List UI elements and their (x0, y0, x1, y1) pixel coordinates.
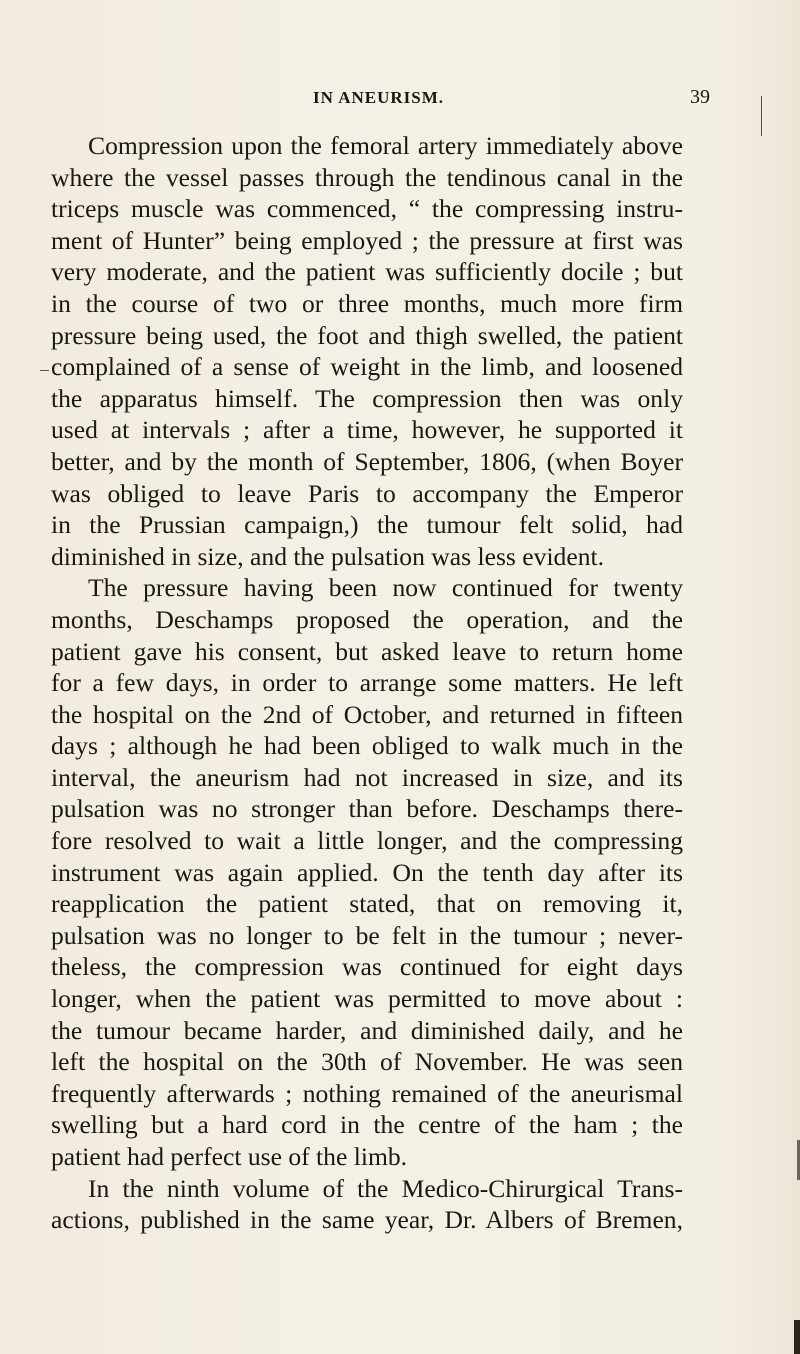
text-line: theless, the compression was continued for eight days (51, 952, 683, 982)
text-line: pressure being used, the foot and thigh swelled, the patient (51, 320, 683, 350)
text-line: Compression upon the femoral artery immediately above (88, 131, 683, 160)
text-line: in the course of two or three months, much more firm (51, 288, 683, 318)
text-line: swelling but a hard cord in the centre of the ham ; the (51, 1110, 683, 1140)
margin-mark (761, 96, 762, 136)
text-line: actions, published in the same year, Dr. Albers of Bremen, (51, 1205, 683, 1235)
text-line: for a few days, in order to arrange some matters. He left (51, 668, 683, 698)
text-line: In the ninth volume of the Medico-Chirurgical Trans- (88, 1173, 683, 1203)
text-line: the tumour became harder, and diminished daily, and he (51, 1015, 683, 1045)
running-head-title: IN ANEURISM. (313, 88, 445, 107)
text-line: The pressure having been now continued for twenty (88, 573, 683, 603)
page-edge-shadow (794, 1320, 800, 1354)
text-line: where the vessel passes through the tendinous canal in the (51, 162, 683, 192)
page-number: 39 (690, 86, 710, 108)
text-line: fore resolved to wait a little longer, and the compressing (51, 826, 683, 856)
text-line: very moderate, and the patient was sufficiently docile ; but (51, 257, 683, 287)
text-line: days ; although he had been obliged to walk much in the (51, 731, 683, 761)
text-line: pulsation was no stronger than before. Deschamps there- (51, 794, 683, 824)
text-line: left the hospital on the 30th of November. He was seen (51, 1047, 683, 1077)
text-line: complained of a sense of weight in the limb, and loosened (51, 352, 683, 382)
text-line: the hospital on the 2nd of October, and returned in fifteen (51, 699, 683, 729)
text-line: in the Prussian campaign,) the tumour felt solid, had (51, 510, 683, 540)
text-line: the apparatus himself. The compression then was only (51, 383, 683, 413)
text-line: patient gave his consent, but asked leave to return home (51, 636, 683, 666)
text-line: reapplication the patient stated, that on removing it, (51, 889, 683, 919)
text-line: better, and by the month of September, 1806, (when Boyer (51, 446, 683, 476)
text-line: interval, the aneurism had not increased in size, and its (51, 762, 683, 792)
text-line: frequently afterwards ; nothing remained of the aneurismal (51, 1078, 683, 1108)
text-line: diminished in size, and the pulsation was less evident. (51, 541, 605, 571)
text-line: longer, when the patient was permitted to move about : (51, 984, 683, 1014)
margin-mark (40, 370, 49, 371)
running-head (0, 88, 800, 116)
text-line: ment of Hunter” being employed ; the pressure at first was (51, 225, 683, 255)
text-line: triceps muscle was commenced, “ the compressing instru- (51, 194, 683, 224)
text-line: instrument was again applied. On the tenth day after its (51, 857, 683, 887)
text-line: pulsation was no longer to be felt in the tumour ; never- (51, 920, 683, 950)
text-line: was obliged to leave Paris to accompany the Emperor (51, 478, 683, 508)
text-line: patient had perfect use of the limb. (51, 1142, 408, 1171)
text-line: used at intervals ; after a time, however, he supported it (51, 415, 683, 445)
body-text (51, 130, 683, 1236)
text-line: months, Deschamps proposed the operation, and the (51, 604, 683, 634)
